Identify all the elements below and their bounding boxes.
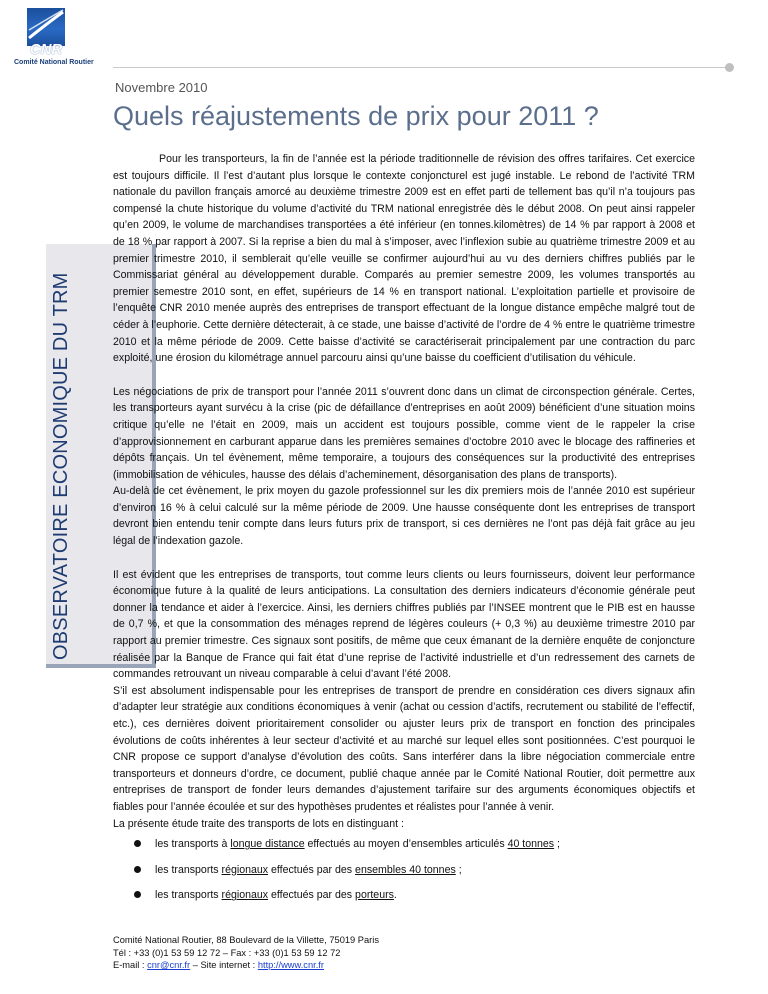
paragraph: Pour les transporteurs, la fin de l’année est la période traditionnelle de révision des offres tarifaires. Cet exercice est toujours difficile. Il l’est d’autant plus lorsque le contexte conjoncturel est jugé instable. Le rebond de l’activité TRM nationale du pavillon français amorcé au deuxième trimestre 2009 est en effet parti de tellement bas qu’il n’a toujours pas compensé la chute historique du volume d’activité du TRM national enregistrée dès le début 2008. On peut ainsi rappeler qu’en 2009, le volume de marchandises transportées a été inférieur (en tonnes.kilomètres) de 14 % par rapport à 2008 et de 18 % par rapport à 2007. Si la reprise a bien du mal à s’imposer, avec l’inflexion subie au quatrième trimestre 2009 et au premier trimestre 2010, il semblerait qu’elle veuille se confirmer aujourd’hui au vu des derniers chiffres publiés par le Commissariat général au développement durable. Comparés au premier semestre 2009, les volumes transportés au premier semestre 2010 sont, en effet, supérieurs de 14 % en transport national. L’exploitation partielle et provisoire de l’enquête CNR 2010 menée auprès des entreprises de transport effectuant de la longue distance empêche malgré tout de céder à l’euphorie. Cette dernière détecterait, à ce stade, une baisse d’activité de l’ordre de 4 % entre le quatrième trimestre 2010 et la même période de 2009. Cette baisse d’activité se caractériserait principalement par une contraction du parc exploité, une érosion du kilométrage annuel parcouru ainsi qu’une baisse du coefficient d’utilisation du véhicule. [113,153,695,365]
list-item: les transports à longue distance effectués au moyen d’ensembles articulés 40 tonnes ; [113,836,695,853]
page-title: Quels réajustements de prix pour 2011 ? [113,101,599,131]
paragraph: Les négociations de prix de transport pour l’année 2011 s’ouvrent donc dans un climat de circonspection générale. Certes, les transporteurs ayant survécu à la crise (pic de défaillance d’entreprises en août 2009) bénéficient d’une situation moins critique qu’elle ne l’était en 2009, mais un accident est toujours possible, comme vient de le rappeler la crise d’approvisionnement en carburant apparue dans les premières semaines d’octobre 2010 avec le blocage des raffineries et dépôts français. Un tel évènement, même temporaire, a toujours des conséquences sur la productivité des entreprises (immobilisation de véhicules, hausse des délais d’acheminement, désorganisation des plans de transports). [113,385,695,481]
header-rule-dot [725,63,734,72]
list-intro: La présente étude traite des transports de lots en distinguant : [113,817,404,830]
paragraph: Au-delà de cet évènement, le prix moyen du gazole professionnel sur les dix premiers mois de l’année 2010 est supérieur d’environ 16 % à celui calculé sur la même période de 2009. Une hausse conséquente dont les entreprises de transport devront bien entendu tenir compte dans leurs futurs prix de transport, si ces dernières ne l’ont pas déjà fait grâce au jeu légal de l’indexation gazole. [113,485,695,548]
list-item: les transports régionaux effectués par des ensembles 40 tonnes ; [113,862,695,879]
cnr-logo [14,8,94,68]
list-item: les transports régionaux effectués par des porteurs. [113,887,695,904]
header-rule [113,67,727,68]
website-link[interactable]: http://www.cnr.fr [257,960,324,970]
paragraph: Il est évident que les entreprises de transports, tout comme leurs clients ou leurs fournisseurs, doivent leur performance économique future à la qualité de leurs anticipations. La consultation des derniers indicateurs d’économie générale peut donner la tendance et aider à l’exercice. Ainsi, les derniers chiffres publiés par l’INSEE montrent que le PIB est en hausse de 0,7 %, et que la consommation des ménages reprend de légères couleurs (+ 0,3 %) au deuxième trimestre 2010 par rapport au premier trimestre. Ces signaux sont positifs, de même que ceux émanant de la dernière enquête de conjoncture réalisée par la Banque de France qui fait état d’une reprise de l’activité industrielle et d’un redressement des carnets de commandes retrouvant un niveau comparable à celui d’avant l’été 2008. [113,568,695,681]
footer-address: Comité National Routier, 88 Boulevard de la Villette, 75019 Paris [113,935,379,945]
publication-date: Novembre 2010 [115,80,208,95]
logo-name: CNR [29,41,63,58]
bullet-icon [134,866,141,873]
email-link[interactable]: cnr@cnr.fr [147,960,191,970]
bullet-icon [134,891,141,898]
footer-phone: Tél : +33 (0)1 53 59 12 72 – Fax : +33 (0)1 53 59 12 72 [113,947,341,958]
transport-list [113,836,695,904]
article-body [113,151,695,913]
paragraph: S’il est absolument indispensable pour les entreprises de transport de prendre en considération ces divers signaux afin d’adapter leur stratégie aux conditions économiques à venir (achat ou cession d’actifs, recrutement ou stabilité de l’effectif, etc.), ces dernières doivent prioritairement consolider ou ajuster leurs prix de transport en fonction des principales évolutions de coûts inhérentes à leur secteur d’activité et au marché sur lequel elles sont positionnées. C’est pourquoi le CNR propose ce support d’analyse d’évolution des coûts. Sans interférer dans la libre négociation commerciale entre transporteurs et donneurs d’ordre, ce document, publié chaque année par le Comité National Routier, doit permettre aux entreprises de transport de fonder leurs demandes d’ajustement tarifaire sur des arguments économiques objectifs et fiables pour l’année écoulée et sur des hypothèses prudentes et réalistes pour l’année à venir. [113,684,695,813]
sidebar-label: OBSERVATOIRE ECONOMIQUE DU TRM [50,272,72,660]
footer-contact: E-mail : cnr@cnr.fr – Site internet : http://www.cnr.fr [113,960,324,970]
logo-subtitle: Comité National Routier [14,59,94,66]
bullet-icon [134,840,141,847]
footer [113,934,379,972]
